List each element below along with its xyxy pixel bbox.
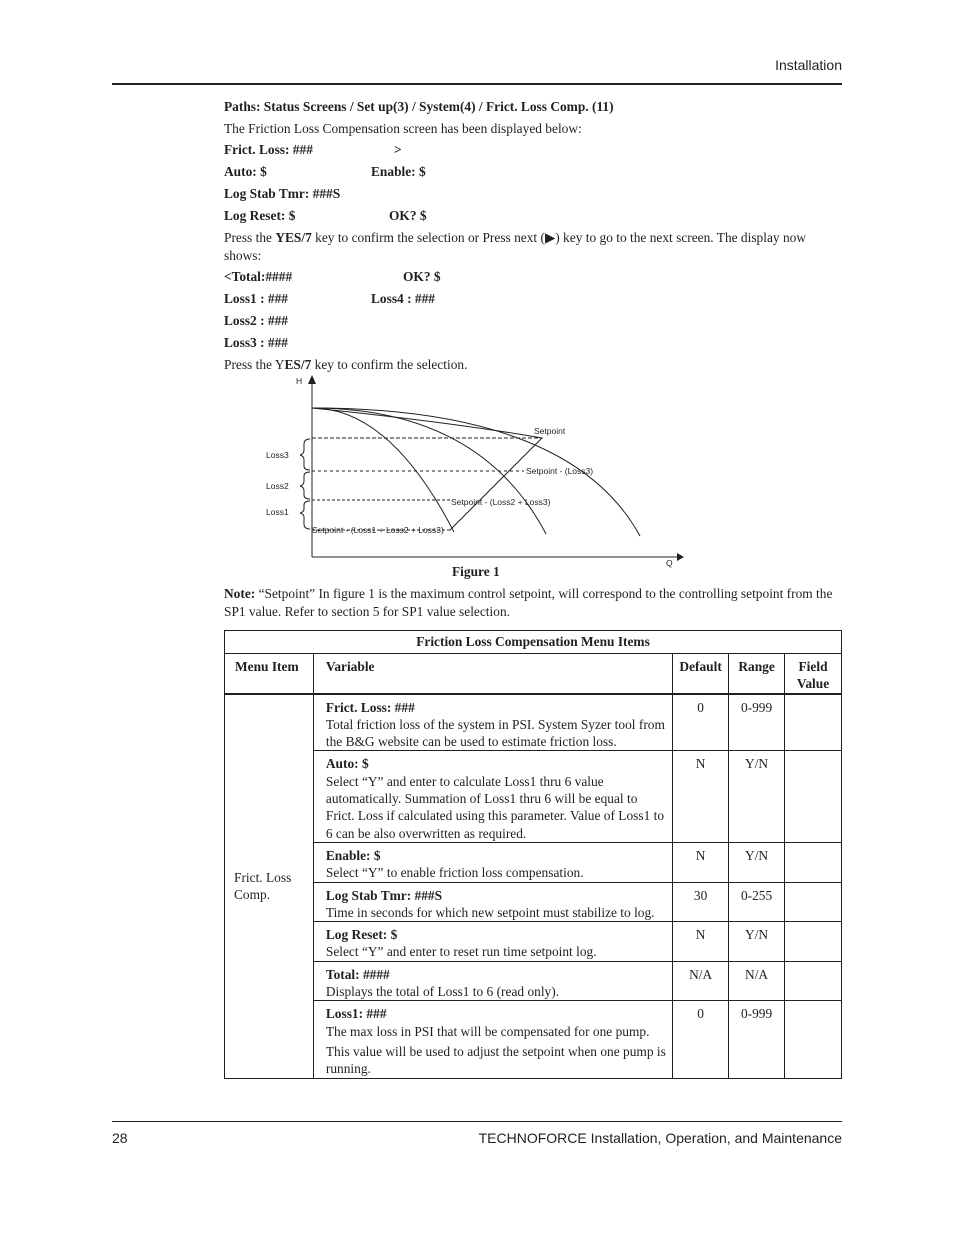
q-axis-arrow <box>677 553 684 561</box>
screen1-row4 <box>224 207 842 229</box>
table-header-row <box>225 654 842 694</box>
footer-doc-title: TECHNOFORCE Installation, Operation, and Maintenance <box>478 1130 842 1146</box>
variable-desc: Select “Y” to enable friction loss compensation. <box>325 865 584 881</box>
default-cell: N <box>673 842 729 882</box>
col-field-value: Field Value <box>785 654 842 694</box>
body-content <box>224 98 842 374</box>
default-cell: 30 <box>673 882 729 922</box>
range-cell: 0-999 <box>729 694 785 751</box>
variable-desc: Time in seconds for which new setpoint must stabilize to log. <box>325 904 655 920</box>
variable-desc: Select “Y” and enter to calculate Loss1 thru 6 value automatically. Summation of Loss1 thru 6 will be equal to Frict. Loss if calculated using this parameter. Value of Loss1 to 6 can be also overwritten as required. <box>325 773 665 841</box>
loss3-label: Loss3 <box>266 450 289 460</box>
table-row <box>225 882 842 922</box>
screen-log-reset: Log Reset: $ <box>224 208 296 223</box>
screen1-row2 <box>224 163 842 185</box>
range-cell: N/A <box>729 961 785 1001</box>
figure-1 <box>250 372 700 577</box>
axis-h-label: H <box>296 376 303 386</box>
field-value-cell <box>785 842 842 882</box>
page-number: 28 <box>112 1130 128 1146</box>
col-variable: Variable <box>313 654 672 694</box>
screen-frict-loss: Frict. Loss: ### <box>224 142 313 157</box>
system-curve <box>312 408 542 530</box>
variable-desc-2: This value will be used to adjust the setpoint when one pump is running. <box>325 1043 666 1077</box>
loss1-brace <box>300 501 310 529</box>
footer-rule <box>112 1121 842 1122</box>
loss3-brace <box>300 439 310 470</box>
variable-desc: Select “Y” and enter to reset run time setpoint log. <box>325 944 597 960</box>
range-cell: 0-255 <box>729 882 785 922</box>
variable-name: Enable: $ <box>325 847 381 863</box>
variable-cell <box>313 882 672 922</box>
default-cell: 0 <box>673 694 729 751</box>
intro-text: The Friction Loss Compensation screen has been displayed below: <box>224 120 582 136</box>
table-row <box>225 1001 842 1079</box>
field-value-cell <box>785 961 842 1001</box>
screen-ok: OK? $ <box>389 208 427 223</box>
friction-loss-menu-table <box>224 630 842 1079</box>
screen-total: <Total:#### <box>224 269 293 284</box>
default-cell: N <box>673 751 729 842</box>
setpoint-loss3-label: Setpoint - (Loss3) <box>526 466 594 476</box>
variable-cell <box>313 1001 672 1079</box>
axis-q-label: Q <box>666 558 673 568</box>
range-cell: 0-999 <box>729 1001 785 1079</box>
field-value-cell <box>785 751 842 842</box>
range-cell: Y/N <box>729 922 785 962</box>
variable-name: Loss1: ### <box>325 1006 387 1022</box>
h-axis-arrow <box>308 375 316 384</box>
screen1-row1 <box>224 141 842 163</box>
pump-curve-1 <box>312 408 454 532</box>
variable-cell <box>313 922 672 962</box>
figure-caption: Figure 1 <box>452 564 500 579</box>
loss1-label: Loss1 <box>266 507 289 517</box>
table-row <box>225 694 842 751</box>
range-cell: Y/N <box>729 842 785 882</box>
screen-arrow: > <box>394 142 402 157</box>
variable-name: Auto: $ <box>325 756 369 772</box>
default-cell: N/A <box>673 961 729 1001</box>
default-cell: N <box>673 922 729 962</box>
menu-path: Paths: Status Screens / Set up(3) / System(4) / Frict. Loss Comp. (11) <box>224 99 614 114</box>
table-title: Friction Loss Compensation Menu Items <box>225 631 842 654</box>
variable-name: Total: #### <box>325 966 390 982</box>
screen-loss3: Loss3 : ### <box>224 335 288 350</box>
default-cell: 0 <box>673 1001 729 1079</box>
screen-log-stab: Log Stab Tmr: ###S <box>224 186 341 201</box>
table-row <box>225 961 842 1001</box>
field-value-cell <box>785 882 842 922</box>
press-confirm-text: Press the YES/7 key to confirm the selection. <box>224 357 468 372</box>
col-range: Range <box>729 654 785 694</box>
press-next-text: Press the YES/7 key to confirm the selection or Press next (▶) key to go to the next screen. The display now shows: <box>224 230 807 263</box>
variable-name: Log Stab Tmr: ###S <box>325 887 443 903</box>
pump-curve-diagram <box>250 372 700 577</box>
screen2-row4 <box>224 334 842 356</box>
header-section-title: Installation <box>775 57 842 73</box>
col-menu-item: Menu Item <box>225 654 314 694</box>
table-row <box>225 842 842 882</box>
screen-enable: Enable: $ <box>371 164 426 179</box>
range-cell: Y/N <box>729 751 785 842</box>
note-paragraph <box>224 585 842 620</box>
field-value-cell <box>785 1001 842 1079</box>
col-default: Default <box>673 654 729 694</box>
screen-loss4: Loss4 : ### <box>371 291 435 306</box>
variable-cell <box>313 694 672 751</box>
screen1-row3 <box>224 185 842 207</box>
loss2-label: Loss2 <box>266 481 289 491</box>
screen-loss2: Loss2 : ### <box>224 313 288 328</box>
field-value-cell <box>785 694 842 751</box>
variable-cell <box>313 842 672 882</box>
screen2-row1 <box>224 268 842 290</box>
screen2-ok: OK? $ <box>403 269 441 284</box>
header-rule <box>112 83 842 85</box>
screen-auto: Auto: $ <box>224 164 267 179</box>
variable-cell <box>313 751 672 842</box>
table-title-row <box>225 631 842 654</box>
screen2-row2 <box>224 290 842 312</box>
variable-cell <box>313 961 672 1001</box>
variable-name: Frict. Loss: ### <box>325 699 415 715</box>
loss2-brace <box>300 472 310 499</box>
table-row <box>225 751 842 842</box>
note-text: “Setpoint” In figure 1 is the maximum control setpoint, will correspond to the controlling setpoint from the SP1 value. Refer to section 5 for SP1 value selection. <box>224 586 833 619</box>
field-value-cell <box>785 922 842 962</box>
menu-item-cell: Frict. Loss Comp. <box>225 694 314 1079</box>
setpoint-label: Setpoint <box>534 426 566 436</box>
variable-desc: The max loss in PSI that will be compensated for one pump. <box>325 1023 650 1039</box>
variable-desc: Displays the total of Loss1 to 6 (read only). <box>325 984 560 1000</box>
setpoint-loss23-label: Setpoint - (Loss2 + Loss3) <box>451 497 551 507</box>
table-row <box>225 922 842 962</box>
note-label: Note: <box>224 586 256 601</box>
setpoint-loss123-label: Setpoint - (Loss1 + Loss2 + Loss3) <box>312 525 444 535</box>
screen-loss1: Loss1 : ### <box>224 291 288 306</box>
variable-name: Log Reset: $ <box>325 927 398 943</box>
variable-desc: Total friction loss of the system in PSI. System Syzer tool from the B&G website can be used to estimate friction loss. <box>325 716 665 750</box>
screen2-row3 <box>224 312 842 334</box>
